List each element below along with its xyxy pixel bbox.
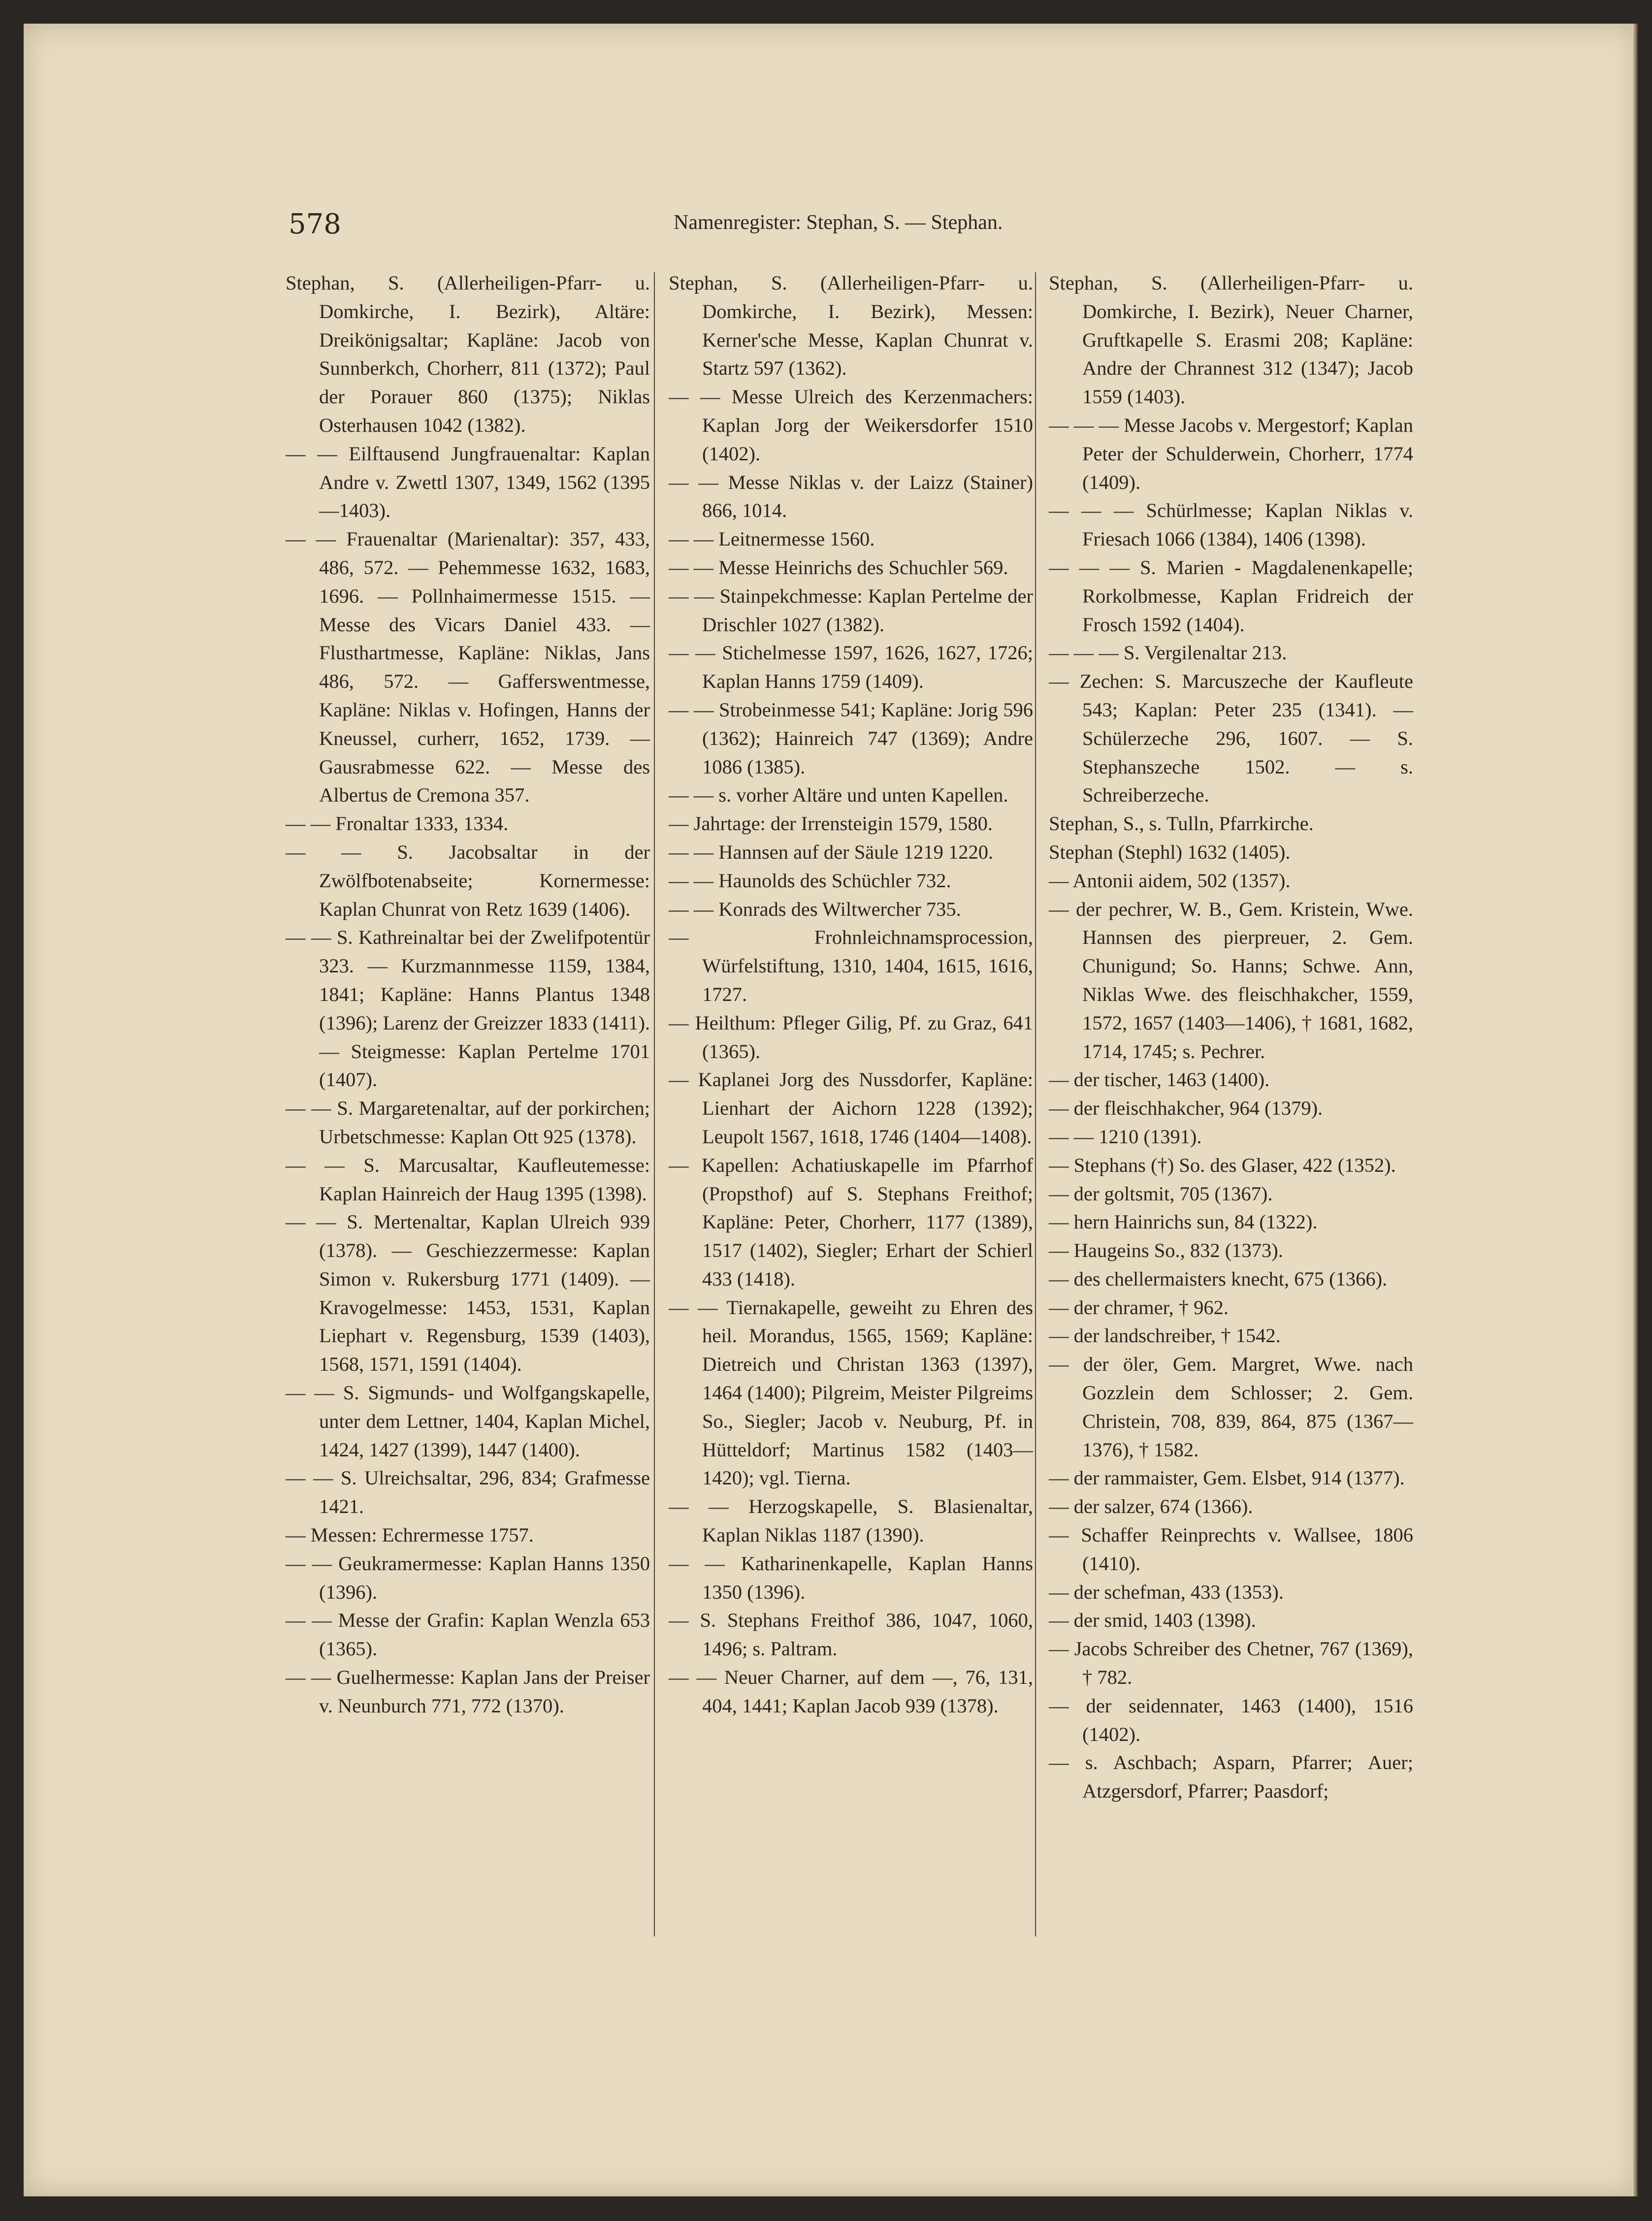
index-entry: — — Guelhermesse: Kaplan Jans der Preiser v. Neunburch 771, 772 (1370). <box>286 1666 650 1717</box>
index-entry: — — S. Jacobsaltar in der Zwölfbotenabseite; Kornermesse: Kaplan Chunrat von Retz 1639 (1406). <box>286 840 650 920</box>
index-column-3 <box>1049 269 1413 1805</box>
column-rule <box>1035 272 1036 1936</box>
index-entry: Stephan, S. (Allerheiligen-Pfarr- u. Domkirche, I. Bezirk), Altäre: Dreikönigsaltar; Kapläne: Jacob von Sunnberkch, Chorherr, 811 (1372); Paul der Porauer 860 (1375); Niklas Osterhausen 1042 (1382). <box>286 272 650 436</box>
index-entry: — der smid, 1403 (1398). <box>1049 1609 1256 1632</box>
index-entry: — s. Aschbach; Asparn, Pfarrer; Auer; Atzgersdorf, Pfarrer; Paasdorf; <box>1049 1751 1413 1803</box>
index-entry: — — S. Margaretenaltar, auf der porkirchen; Urbetschmesse: Kaplan Ott 925 (1378). <box>286 1097 650 1148</box>
index-entry: — — S. Sigmunds- und Wolfgangskapelle, unter dem Lettner, 1404, Kaplan Michel, 1424, 1427 (1399), 1447 (1400). <box>286 1382 650 1461</box>
index-entry: — der landschreiber, † 1542. <box>1049 1324 1281 1347</box>
index-entry: Stephan, S., s. Tulln, Pfarrkirche. <box>1049 812 1314 835</box>
column-rule <box>654 272 655 1936</box>
index-entry: — hern Hainrichs sun, 84 (1322). <box>1049 1211 1318 1233</box>
index-entry: — Stephans (†) So. des Glaser, 422 (1352). <box>1049 1154 1396 1176</box>
index-entry: — — Messe Heinrichs des Schuchler 569. <box>669 556 1008 579</box>
index-entry: — — Leitnermesse 1560. <box>669 528 875 550</box>
index-entry: Stephan, S. (Allerheiligen-Pfarr- u. Domkirche, I. Bezirk), Messen: Kerner'sche Messe, Kaplan Chunrat v. Startz 597 (1362). <box>669 272 1033 380</box>
index-entry: — der pechrer, W. B., Gem. Kristein, Wwe. Hannsen des pierpreuer, 2. Gem. Chunigund; So. Hanns; Schwe. Ann, Niklas Wwe. des fleischhakcher, 1559, 1572, 1657 (1403—1406), † 1681, 1682, 1714, 1745; s. Pechrer. <box>1049 898 1413 1062</box>
index-entry: — — Herzogskapelle, S. Blasienaltar, Kaplan Niklas 1187 (1390). <box>669 1495 1033 1546</box>
index-entry: — des chellermaisters knecht, 675 (1366). <box>1049 1267 1388 1290</box>
index-entry: — — Messe Ulreich des Kerzenmachers: Kaplan Jorg der Weikersdorfer 1510 (1402). <box>669 386 1033 465</box>
page-number: 578 <box>289 208 341 240</box>
index-entry: — der rammaister, Gem. Elsbet, 914 (1377). <box>1049 1467 1405 1489</box>
index-entry: — — Frauenaltar (Marienaltar): 357, 433, 486, 572. — Pehemmesse 1632, 1683, 1696. — Pollnhaimermesse 1515. — Messe des Vicars Daniel 433. — Flusthartmesse, Kapläne: Niklas, Jans 486, 572. — Gafferswentmesse, Kapläne: Niklas v. Hofingen, Hanns der Kneussel, curherr, 1652, 1739. — Gausrabmesse 622. — Messe des Albertus de Cremona 357. <box>286 528 650 806</box>
index-column-2 <box>669 269 1033 1720</box>
index-entry: — — Messe Niklas v. der Laizz (Stainer) 866, 1014. <box>669 471 1033 522</box>
index-entry: Stephan (Stephl) 1632 (1405). <box>1049 840 1291 863</box>
index-entry: — — s. vorher Altäre und unten Kapellen. <box>669 784 1008 806</box>
index-entry: — der tischer, 1463 (1400). <box>1049 1068 1270 1091</box>
book-page <box>24 24 1638 2196</box>
index-entry: — Messen: Echrermesse 1757. <box>286 1524 534 1546</box>
index-entry: — — Haunolds des Schüchler 732. <box>669 869 951 892</box>
running-header: Namenregister: Stephan, S. — Stephan. <box>674 211 1003 234</box>
index-entry: — — Stichelmesse 1597, 1626, 1627, 1726; Kaplan Hanns 1759 (1409). <box>669 642 1033 693</box>
index-entry: — — Tiernakapelle, geweiht zu Ehren des heil. Morandus, 1565, 1569; Kapläne: Dietreich und Christan 1363 (1397), 1464 (1400); Pilgreim, Meister Pilgreims So., Siegler; Jacob v. Neuburg, Pf. in Hütteldorf; Martinus 1582 (1403—1420); vgl. Tierna. <box>669 1296 1033 1489</box>
index-entry: — Schaffer Reinprechts v. Wallsee, 1806 (1410). <box>1049 1524 1413 1575</box>
index-entry: — Jahrtage: der Irrensteigin 1579, 1580. <box>669 812 993 835</box>
index-entry: — — — S. Vergilenaltar 213. <box>1049 642 1287 664</box>
index-entry: — — Hannsen auf der Säule 1219 1220. <box>669 840 994 863</box>
page-edge <box>1632 24 1638 2196</box>
index-entry: — — — Messe Jacobs v. Mergestorf; Kaplan Peter der Schulderwein, Chorherr, 1774 (1409). <box>1049 414 1413 493</box>
index-entry: — — 1210 (1391). <box>1049 1125 1202 1148</box>
index-entry: — Antonii aidem, 502 (1357). <box>1049 869 1291 892</box>
index-entry: — — Stainpekchmesse: Kaplan Pertelme der Drischler 1027 (1382). <box>669 584 1033 636</box>
index-column-1 <box>286 269 650 1720</box>
index-entry: — Heilthum: Pfleger Gilig, Pf. zu Graz, 641 (1365). <box>669 1011 1033 1062</box>
index-entry: — — Katharinenkapelle, Kaplan Hanns 1350 (1396). <box>669 1552 1033 1603</box>
index-entry: — — S. Mertenaltar, Kaplan Ulreich 939 (1378). — Geschiezzermesse: Kaplan Simon v. Rukersburg 1771 (1409). — Kravogelmesse: 1453, 1531, Kaplan Liephart v. Regensburg, 1539 (1403), 1568, 1571, 1591 (1404). <box>286 1211 650 1376</box>
index-entry: — der chramer, † 962. <box>1049 1296 1229 1319</box>
index-entry: — der schefman, 433 (1353). <box>1049 1580 1284 1603</box>
index-entry: — — S. Marcusaltar, Kaufleutemesse: Kaplan Hainreich der Haug 1395 (1398). <box>286 1154 650 1205</box>
index-entry: — Kapellen: Achatiuskapelle im Pfarrhof (Propsthof) auf S. Stephans Freithof; Kapläne: Peter, Chorherr, 1177 (1389), 1517 (1402), Siegler; Erhart der Schierl 433 (1418). <box>669 1154 1033 1290</box>
index-entry: — der salzer, 674 (1366). <box>1049 1495 1253 1518</box>
index-entry: — — Strobeinmesse 541; Kapläne: Jorig 596 (1362); Hainreich 747 (1369); Andre 1086 (1385). <box>669 698 1033 778</box>
index-entry: — der fleischhakcher, 964 (1379). <box>1049 1097 1323 1120</box>
index-entry: — Haugeins So., 832 (1373). <box>1049 1239 1283 1262</box>
index-entry: — Frohnleichnamsprocession, Würfelstiftung, 1310, 1404, 1615, 1616, 1727. <box>669 926 1033 1005</box>
index-entry: — — S. Ulreichsaltar, 296, 834; Grafmesse 1421. <box>286 1467 650 1518</box>
index-entry: Stephan, S. (Allerheiligen-Pfarr- u. Domkirche, I. Bezirk), Neuer Charner, Gruftkapelle S. Erasmi 208; Kapläne: Andre der Chrannest 312 (1347); Jacob 1559 (1403). <box>1049 272 1413 408</box>
index-entry: — der goltsmit, 705 (1367). <box>1049 1182 1273 1205</box>
index-entry: — Zechen: S. Marcuszeche der Kaufleute 543; Kaplan: Peter 235 (1341). — Schülerzeche 296, 1607. — S. Stephanszeche 1502. — s. Schreiberzeche. <box>1049 670 1413 806</box>
index-entry: — Kaplanei Jorg des Nussdorfer, Kapläne: Lienhart der Aichorn 1228 (1392); Leupolt 1567, 1618, 1746 (1404—1408). <box>669 1068 1033 1148</box>
index-entry: — — Neuer Charner, auf dem —, 76, 131, 404, 1441; Kaplan Jacob 939 (1378). <box>669 1666 1033 1717</box>
index-entry: — — Konrads des Wiltwercher 735. <box>669 898 961 920</box>
index-entry: — der öler, Gem. Margret, Wwe. nach Gozzlein dem Schlosser; 2. Gem. Christein, 708, 839, 864, 875 (1367—1376), † 1582. <box>1049 1353 1413 1461</box>
index-entry: — — — Schürlmesse; Kaplan Niklas v. Friesach 1066 (1384), 1406 (1398). <box>1049 499 1413 550</box>
index-entry: — — — S. Marien - Magdalenenkapelle; Rorkolbmesse, Kaplan Fridreich der Frosch 1592 (1404). <box>1049 556 1413 636</box>
index-entry: — Jacobs Schreiber des Chetner, 767 (1369), † 782. <box>1049 1638 1413 1689</box>
index-entry: — der seidennater, 1463 (1400), 1516 (1402). <box>1049 1694 1413 1745</box>
index-entry: — — S. Kathreinaltar bei der Zwelifpotentür 323. — Kurzmannmesse 1159, 1384, 1841; Kapläne: Hanns Plantus 1348 (1396); Larenz der Greizzer 1833 (1411). — Steigmesse: Kaplan Pertelme 1701 (1407). <box>286 926 650 1091</box>
index-entry: — — Geukramermesse: Kaplan Hanns 1350 (1396). <box>286 1552 650 1603</box>
index-entry: — — Eilftausend Jungfrauenaltar: Kaplan Andre v. Zwettl 1307, 1349, 1562 (1395—1403). <box>286 442 650 522</box>
index-entry: — — Fronaltar 1333, 1334. <box>286 812 509 835</box>
index-entry: — — Messe der Grafin: Kaplan Wenzla 653 (1365). <box>286 1609 650 1660</box>
index-entry: — S. Stephans Freithof 386, 1047, 1060, 1496; s. Paltram. <box>669 1609 1033 1660</box>
